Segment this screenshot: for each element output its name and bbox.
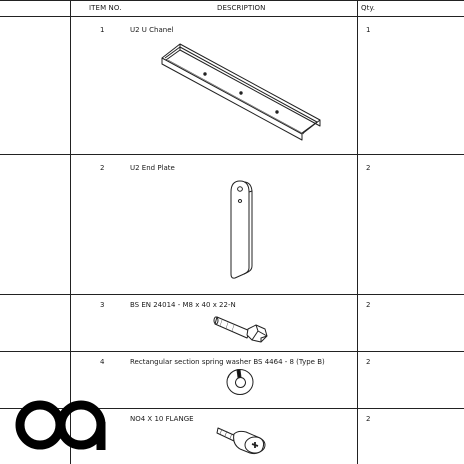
item-number: 4 <box>100 358 105 366</box>
end-plate-icon <box>226 178 256 282</box>
flange-screw-icon <box>214 424 270 458</box>
table-border <box>357 0 358 464</box>
item-qty: 2 <box>366 358 371 366</box>
logo-mark-icon <box>14 398 108 452</box>
table-border <box>0 154 464 155</box>
item-description: NO4 X 10 FLANGE <box>130 415 194 423</box>
spring-washer-icon <box>224 366 256 398</box>
item-qty: 2 <box>366 164 371 172</box>
header-qty: Qty. <box>361 4 376 12</box>
item-number: 2 <box>100 164 105 172</box>
item-description: Rectangular section spring washer BS 4464 - 8 (Type B) <box>130 358 325 366</box>
item-description: U2 End Plate <box>130 164 175 172</box>
item-number: 3 <box>100 301 105 309</box>
hex-bolt-icon <box>214 312 270 344</box>
item-description: BS EN 24014 - M8 x 40 x 22-N <box>130 301 236 309</box>
table-border <box>0 351 464 352</box>
item-number: 1 <box>100 26 105 34</box>
table-border <box>0 294 464 295</box>
item-description: U2 U Chanel <box>130 26 174 34</box>
header-description: DESCRIPTION <box>217 4 266 12</box>
item-qty: 2 <box>366 415 371 423</box>
item-qty: 2 <box>366 301 371 309</box>
table-border <box>0 16 464 17</box>
table-border <box>0 0 464 1</box>
table-border <box>70 0 71 464</box>
item-qty: 1 <box>366 26 371 34</box>
header-item-no: ITEM NO. <box>89 4 122 12</box>
u-channel-icon <box>160 38 325 143</box>
